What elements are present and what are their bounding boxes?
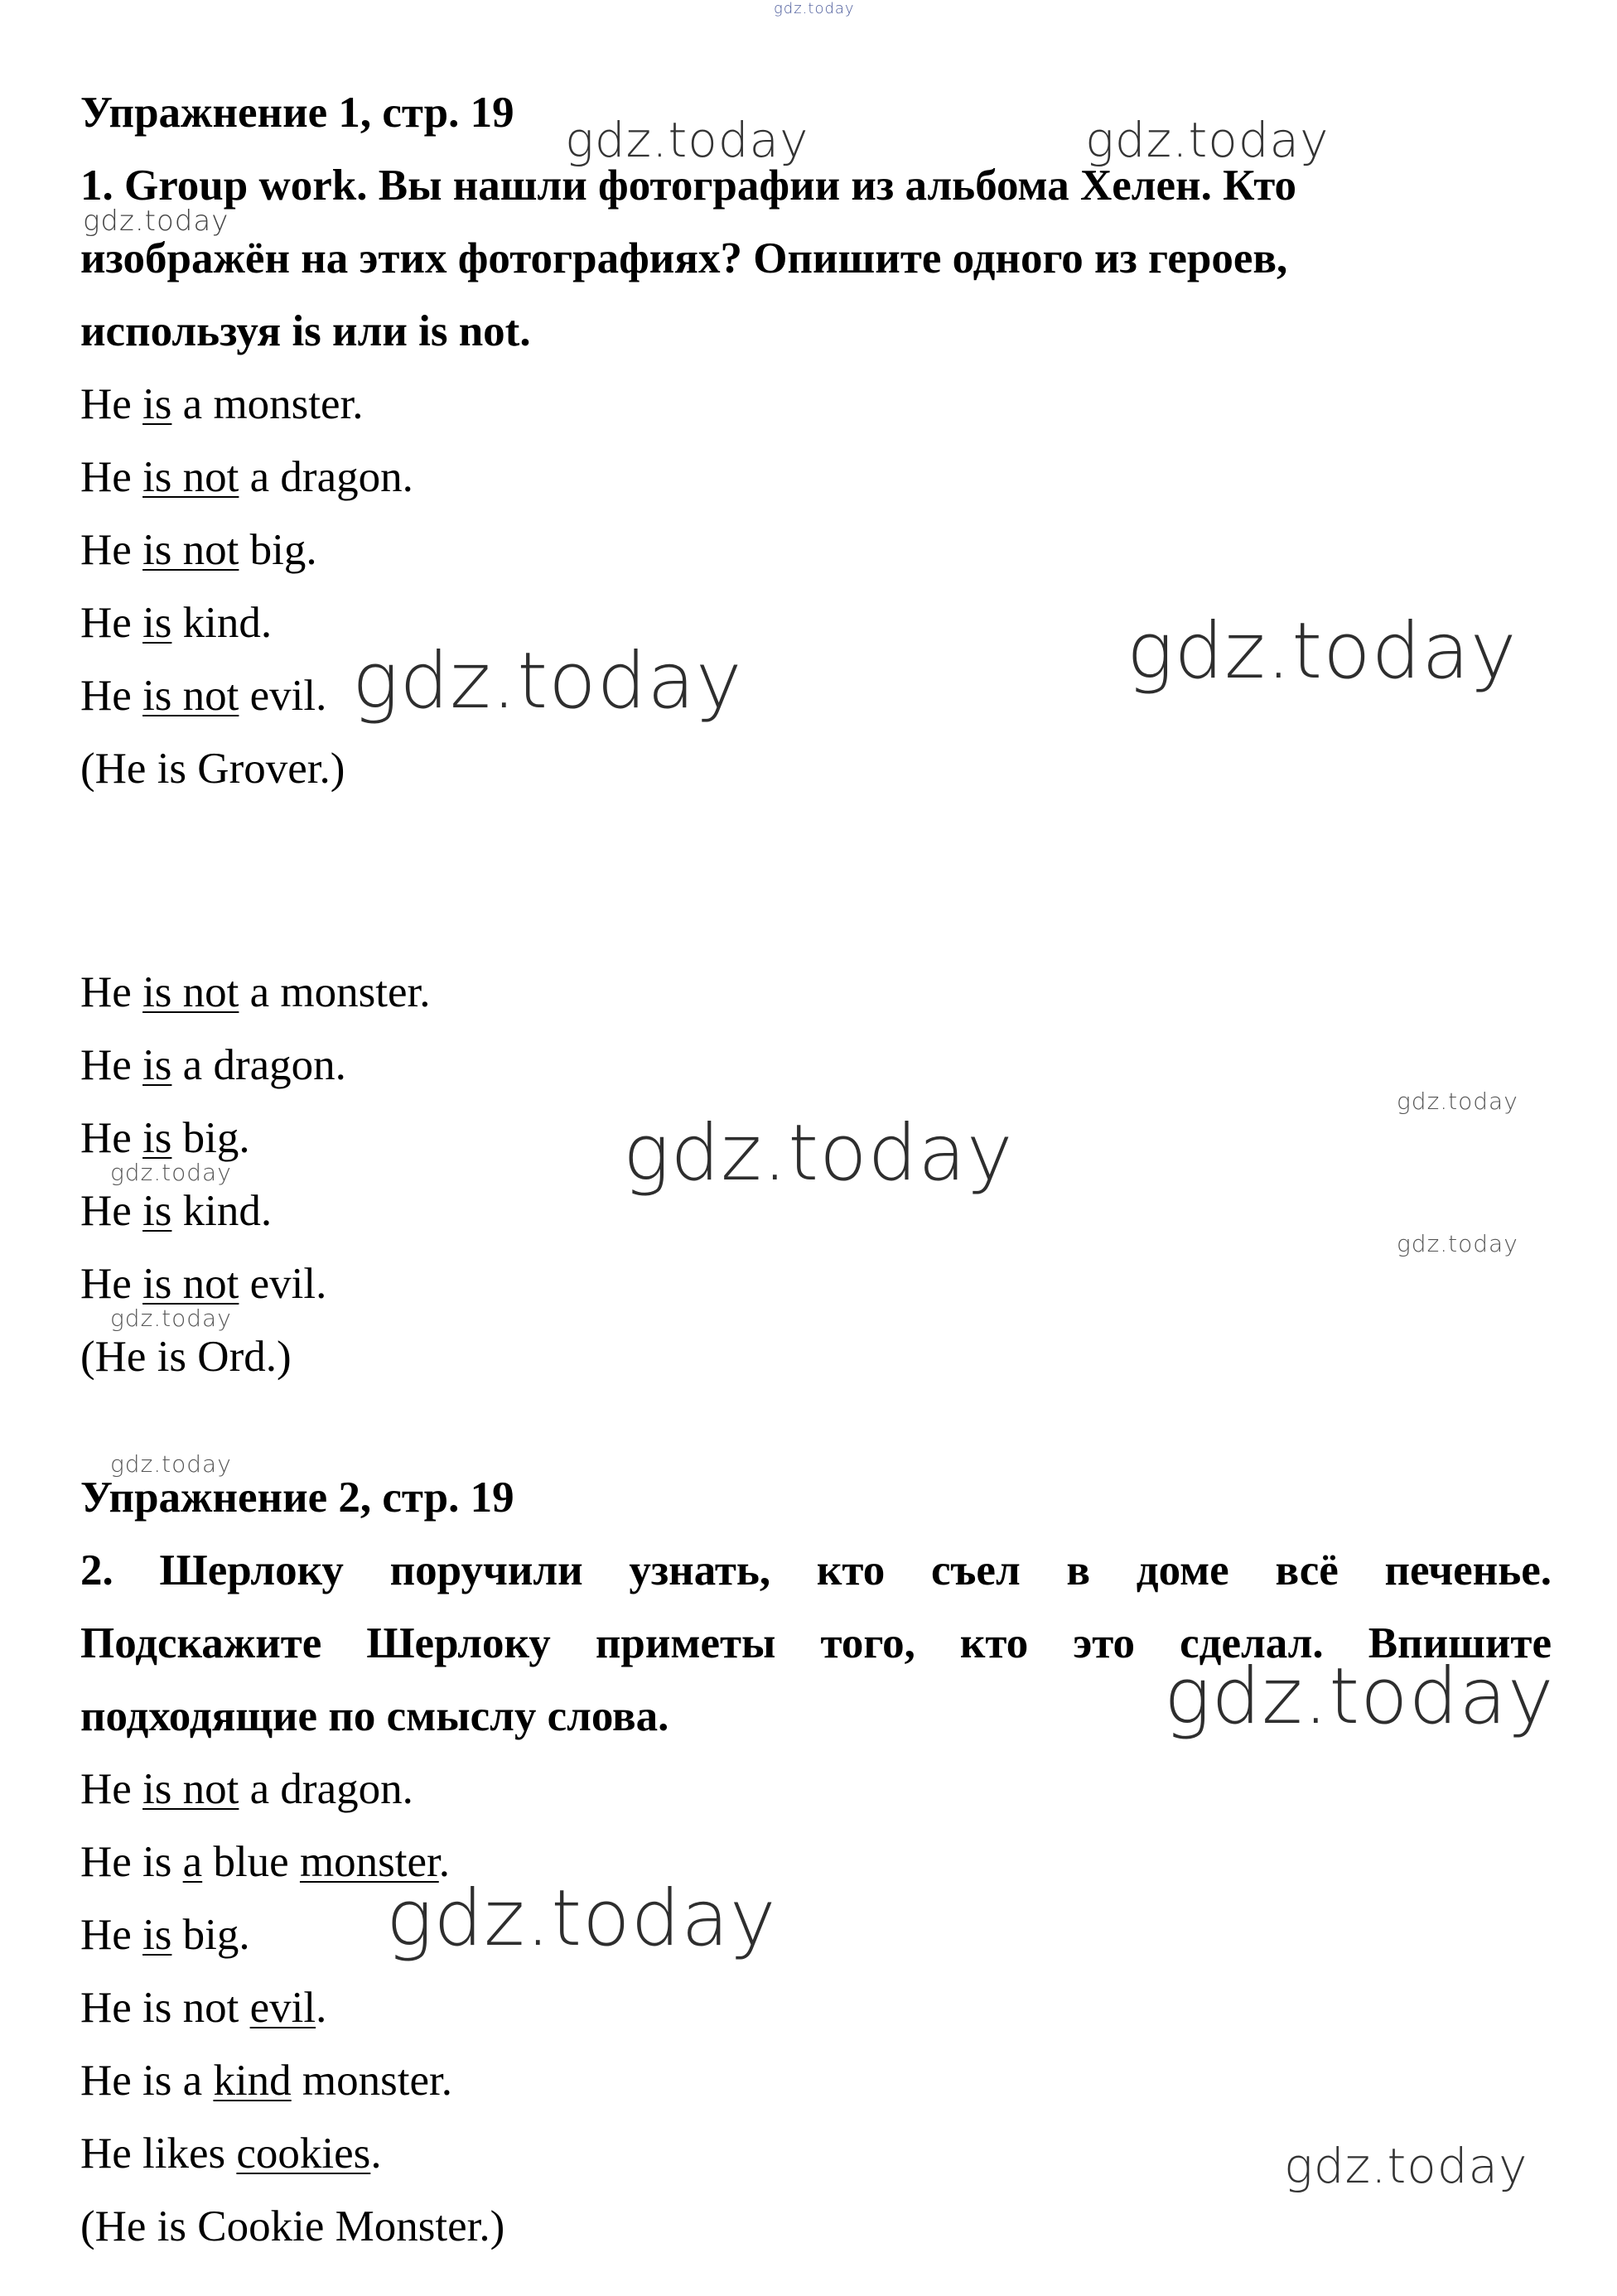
watermark: gdz.today (110, 1450, 232, 1478)
watermark: gdz.today (83, 205, 229, 238)
answer-line: He is not a dragon. (80, 1765, 413, 1813)
answer-line: He is a blue monster. (80, 1838, 451, 1886)
watermark: gdz.today (1397, 1088, 1518, 1115)
watermark: gdz.today (565, 112, 809, 168)
exercise-1-task-line-3: используя is или is not. (80, 307, 531, 355)
exercise-2-task-line-2: Подскажите Шерлоку приметы того, кто это сделал. Впишите (80, 1619, 1552, 1667)
answer-line: He is a dragon. (80, 1041, 346, 1089)
answer-name: (He is Ord.) (80, 1333, 292, 1381)
answer-line: He likes cookies. (80, 2130, 382, 2178)
answer-line: He is big. (80, 1911, 250, 1959)
watermark: gdz.today (1085, 112, 1330, 168)
exercise-1-heading: Упражнение 1, стр. 19 (80, 89, 514, 137)
exercise-1-task-line-1: 1. Group work. Вы нашли фотографии из альбома Хелен. Кто (80, 162, 1297, 210)
watermark: gdz.today (1164, 1652, 1555, 1742)
answer-line: He is kind. (80, 599, 273, 647)
exercise-2-task-line-3: подходящие по смыслу слова. (80, 1692, 669, 1740)
answer-line: He is not a dragon. (80, 453, 413, 501)
exercise-1-task-line-2: изображён на этих фотографиях? Опишите одного из героев, (80, 234, 1288, 282)
watermark: gdz.today (1127, 606, 1518, 697)
watermark: gdz.today (774, 0, 855, 17)
watermark: gdz.today (110, 1305, 232, 1332)
answer-line: He is not evil. (80, 672, 327, 720)
watermark: gdz.today (623, 1108, 1014, 1199)
exercise-2-task-line-1: 2. Шерлоку поручили узнать, кто съел в доме всё печенье. (80, 1546, 1552, 1594)
watermark: gdz.today (352, 636, 743, 726)
answer-line: He is big. (80, 1114, 250, 1162)
answer-name: (He is Cookie Monster.) (80, 2202, 505, 2250)
answer-line: He is not evil. (80, 1260, 327, 1308)
watermark: gdz.today (1397, 1230, 1518, 1257)
answer-line: He is a monster. (80, 380, 364, 428)
watermark: gdz.today (386, 1874, 777, 1964)
exercise-2-heading: Упражнение 2, стр. 19 (80, 1474, 514, 1522)
answer-name: (He is Grover.) (80, 745, 345, 793)
watermark: gdz.today (1284, 2138, 1528, 2194)
answer-line: He is a kind monster. (80, 2057, 452, 2105)
answer-line: He is not a monster. (80, 968, 431, 1016)
answer-line: He is not big. (80, 526, 317, 574)
answer-line: He is kind. (80, 1187, 273, 1235)
answer-line: He is not evil. (80, 1984, 327, 2032)
watermark: gdz.today (110, 1159, 232, 1186)
